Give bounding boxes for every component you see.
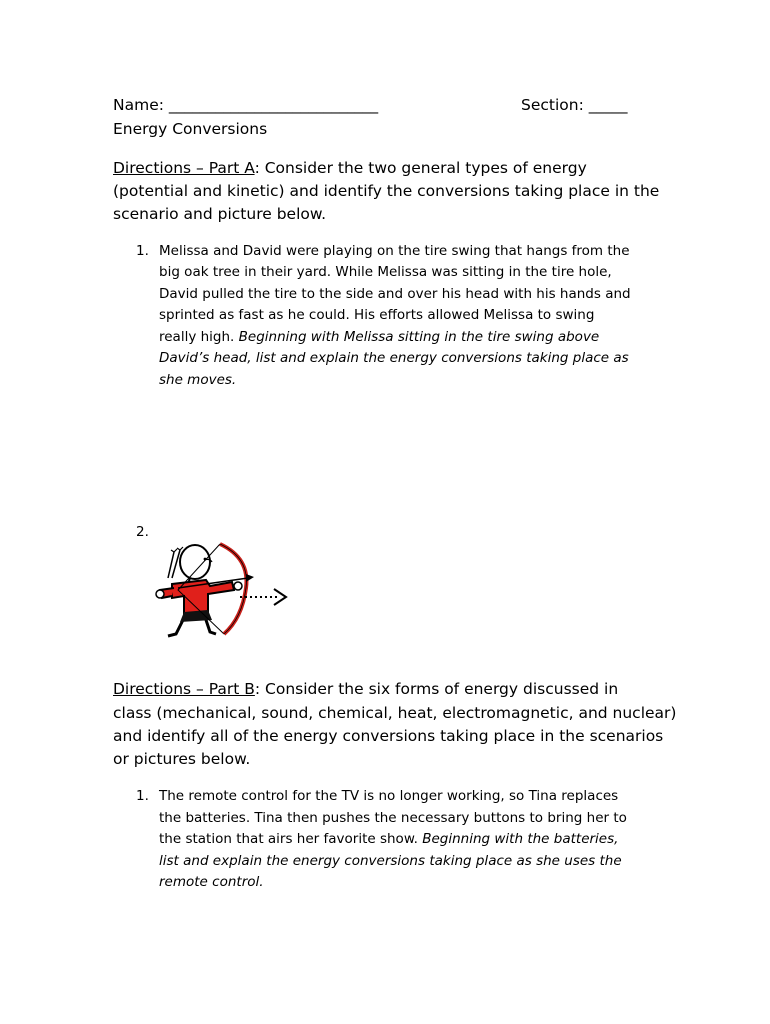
- part-b-q1-number: 1.: [136, 788, 149, 804]
- part-a-q1-line-7: she moves.: [159, 372, 237, 388]
- name-field-label: Name: ___________________________: [113, 96, 379, 114]
- part-b-intro-line-1: : Consider the six forms of energy discussed in: [254, 680, 619, 698]
- part-a-intro-line-1: : Consider the two general types of energy: [254, 159, 587, 177]
- part-b-q1-line-3: [159, 829, 618, 851]
- part-a-q1-line-3: David pulled the tire to the side and over his head with his hands and: [159, 286, 631, 302]
- part-a-heading: Directions – Part A: [113, 159, 255, 177]
- part-a-q1-line-4: sprinted as fast as he could. His efforts allowed Melissa to swing: [159, 307, 595, 323]
- part-a-q1-number: 1.: [136, 243, 149, 259]
- part-b-intro: [113, 678, 618, 701]
- part-b-intro-line-4: or pictures below.: [113, 750, 251, 768]
- part-b-q1-line-5: remote control.: [159, 874, 264, 890]
- part-a-q1-line-5-plain: really high.: [159, 329, 239, 345]
- part-a-intro-line-3: scenario and picture below.: [113, 205, 327, 223]
- part-a-q2-number: 2.: [136, 524, 149, 540]
- part-b-intro-line-2: class (mechanical, sound, chemical, heat, electromagnetic, and nuclear): [113, 704, 677, 722]
- archer-head: [180, 545, 210, 579]
- worksheet-title: Energy Conversions: [113, 120, 268, 138]
- part-b-q1-line-4: list and explain the energy conversions taking place as she uses the: [159, 853, 622, 869]
- part-b-heading: Directions – Part B: [113, 680, 255, 698]
- part-a-q1-line-5: [159, 327, 599, 349]
- part-b-q1-line-1: The remote control for the TV is no longer working, so Tina replaces: [159, 788, 619, 804]
- part-b-q1-line-3-plain: the station that airs her favorite show.: [159, 831, 423, 847]
- part-b-q1-line-3-italic: Beginning with the batteries,: [422, 831, 619, 847]
- part-b-q1-line-2: the batteries. Tina then pushes the necessary buttons to bring her to: [159, 810, 627, 826]
- part-b-intro-line-3: and identify all of the energy conversions taking place in the scenarios: [113, 727, 664, 745]
- part-a-q1-line-6: David’s head, list and explain the energy conversions taking place as: [159, 350, 629, 366]
- archer-illustration: [150, 538, 295, 640]
- part-a-q1-line-5-italic: Beginning with Melissa sitting in the tire swing above: [238, 329, 600, 345]
- part-a-intro: [113, 157, 587, 180]
- section-field-label: Section: _____: [521, 96, 628, 114]
- part-a-q1-line-2: big oak tree in their yard. While Melissa was sitting in the tire hole,: [159, 264, 612, 280]
- part-a-intro-line-2: (potential and kinetic) and identify the conversions taking place in the: [113, 182, 660, 200]
- part-a-q1-line-1: Melissa and David were playing on the tire swing that hangs from the: [159, 243, 630, 259]
